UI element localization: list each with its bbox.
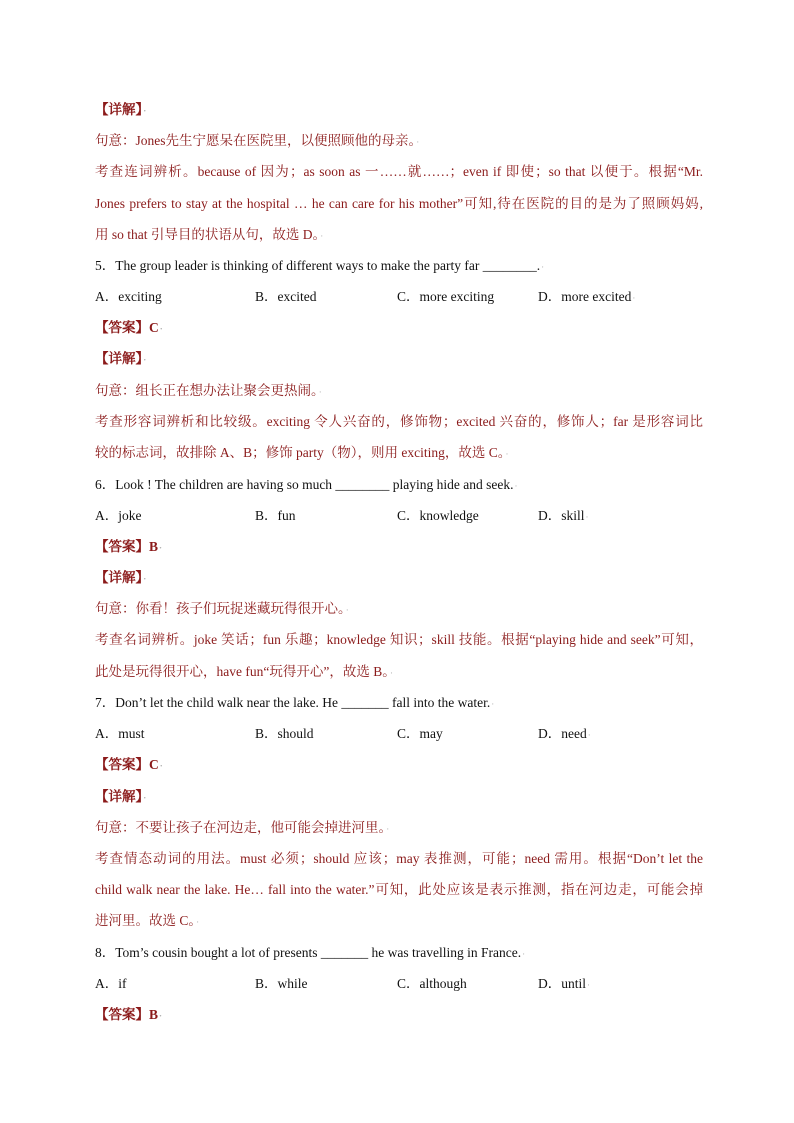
q7-option-b: B．should bbox=[255, 726, 314, 741]
q7-option-d: D．need· bbox=[538, 726, 591, 741]
analysis-6a: 考查名词辨析。joke 笑话；fun 乐趣；knowledge 知识；skill 技能。根据“playing hide and seek”可知， bbox=[95, 632, 703, 647]
q8-option-b: B．while bbox=[255, 976, 308, 991]
q5-option-a: A．exciting bbox=[95, 289, 162, 304]
question-5: 5．The group leader is thinking of different ways to make the party far ________.· bbox=[95, 258, 545, 273]
answer-8: 【答案】B· bbox=[95, 1007, 163, 1022]
q5-option-c: C．more exciting bbox=[397, 289, 495, 304]
line-detail-1: 【详解】· bbox=[95, 102, 147, 117]
meaning-6: 句意：你看！孩子们玩捉迷藏玩得很开心。· bbox=[95, 601, 349, 616]
analysis-7c: 进河里。故选 C。· bbox=[95, 913, 200, 928]
detail-5: 【详解】· bbox=[95, 351, 147, 366]
line-analysis-1c: 用 so that 引导目的状语从句，故选 D。· bbox=[95, 227, 324, 242]
question-6: 6．Look ! The children are having so much ________ playing hide and seek.· bbox=[95, 477, 518, 492]
q6-option-a: A．joke bbox=[95, 508, 142, 523]
detail-6: 【详解】· bbox=[95, 570, 147, 585]
line-meaning-1: 句意：Jones先生宁愿呆在医院里，以便照顾他的母亲。· bbox=[95, 133, 420, 148]
answer-6: 【答案】B· bbox=[95, 539, 163, 554]
q5-option-b: B．excited bbox=[255, 289, 317, 304]
q8-option-a: A．if bbox=[95, 976, 127, 991]
line-analysis-1a: 考查连词辨析。because of 因为；as soon as 一……就……；even if 即使；so that 以便于。根据“Mr. bbox=[95, 164, 703, 179]
question-8: 8．Tom’s cousin bought a lot of presents _______ he was travelling in France.· bbox=[95, 945, 526, 960]
meaning-5: 句意：组长正在想办法让聚会更热闹。· bbox=[95, 383, 322, 398]
q7-option-a: A．must bbox=[95, 726, 145, 741]
analysis-6b: 此处是玩得很开心，have fun“玩得开心”，故选 B。· bbox=[95, 664, 393, 679]
question-7: 7．Don’t let the child walk near the lake. He _______ fall into the water.· bbox=[95, 695, 495, 710]
q6-option-b: B．fun bbox=[255, 508, 296, 523]
analysis-5b: 较的标志词，故排除 A、B；修饰 party（物），则用 exciting，故选 C。· bbox=[95, 445, 509, 460]
analysis-7a: 考查情态动词的用法。must 必须；should 应该；may 表推测，可能；need 需用。根据“Don’t let the bbox=[95, 851, 703, 866]
q5-option-d: D．more excited· bbox=[538, 289, 636, 304]
analysis-7b: child walk near the lake. He… fall into the water.”可知，此处应该是表示推测，指在河边走，可能会掉 bbox=[95, 882, 703, 897]
line-analysis-1b: Jones prefers to stay at the hospital … he can care for his mother”可知,待在医院的目的是为了照顾妈妈, bbox=[95, 196, 703, 211]
detail-7: 【详解】· bbox=[95, 789, 147, 804]
q6-option-d: D．skill· bbox=[538, 508, 589, 523]
meaning-7: 句意：不要让孩子在河边走，他可能会掉进河里。· bbox=[95, 820, 390, 835]
q7-option-c: C．may bbox=[397, 726, 443, 741]
q8-option-c: C．although bbox=[397, 976, 467, 991]
analysis-5a: 考查形容词辨析和比较级。exciting 令人兴奋的，修饰物；excited 兴奋的，修饰人；far 是形容词比 bbox=[95, 414, 703, 429]
q8-option-d: D．until· bbox=[538, 976, 591, 991]
answer-5: 【答案】C· bbox=[95, 320, 163, 335]
q6-option-c: C．knowledge bbox=[397, 508, 479, 523]
answer-7: 【答案】C· bbox=[95, 757, 163, 772]
